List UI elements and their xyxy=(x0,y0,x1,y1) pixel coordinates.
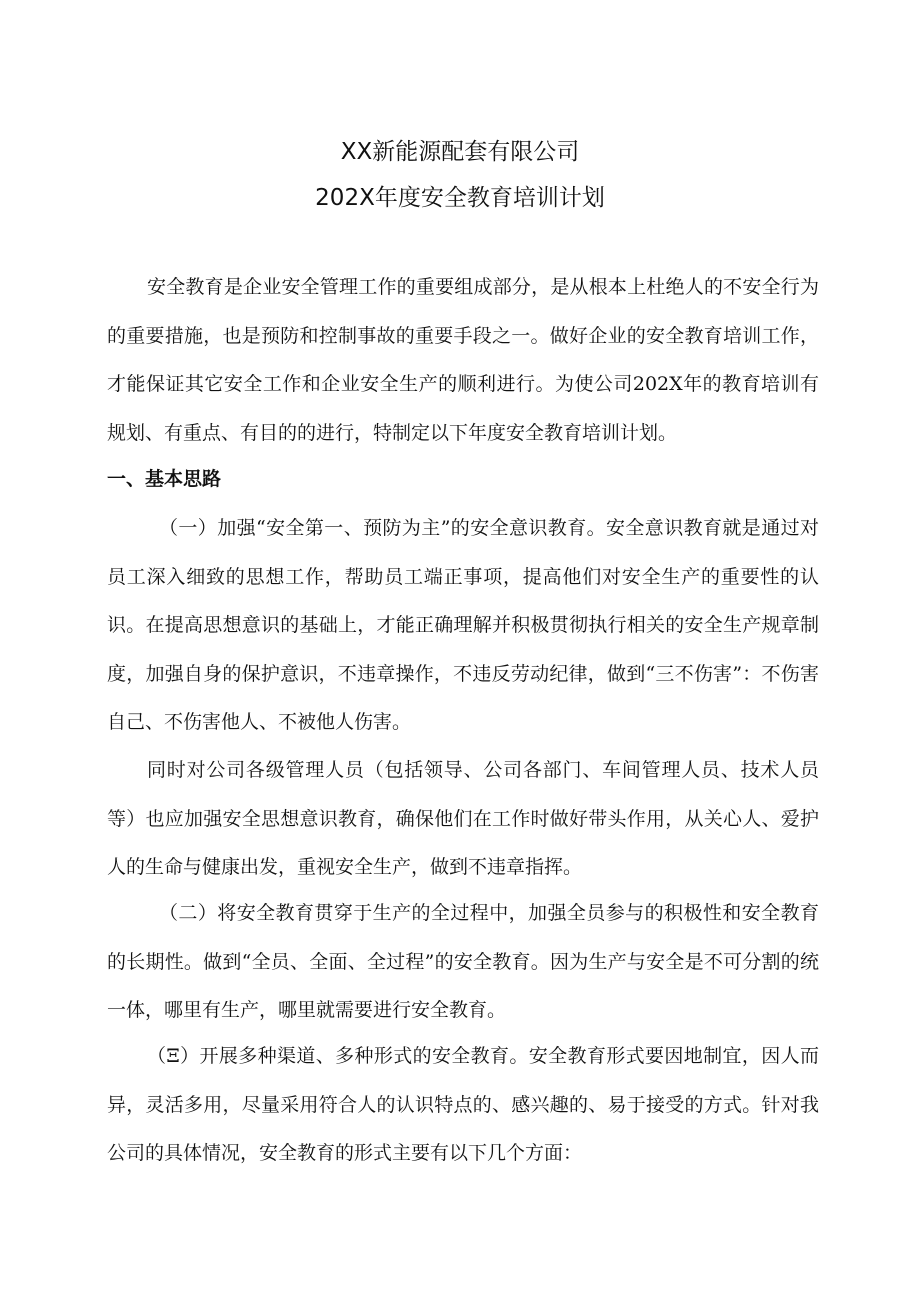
item-two-paragraph: （二）将安全教育贯穿于生产的全过程中，加强全员参与的积极性和安全教育的长期性。做到“全员、全面、全过程”的安全教育。因为生产与安全是不可分割的统一体，哪里有生产，哪里就需要进行安全教育。 xyxy=(107,902,819,1021)
intro-paragraph: 安全教育是企业安全管理工作的重要组成部分，是从根本上杜绝人的不安全行为的重要措施，也是预防和控制事故的重要手段之一。做好企业的安全教育培训工作，才能保证其它安全工作和企业安全生产的顺利进行。为使公司202X年的教育培训有规划、有重点、有目的的进行，特制定以下年度安全教育培训计划。 xyxy=(107,276,819,444)
item-three-paragraph: （Ξ）开展多种渠道、多种形式的安全教育。安全教育形式要因地制宜，因人而异，灵活多用，尽量采用符合人的认识特点的、感兴趣的、易于接受的方式。针对我公司的具体情况，安全教育的形式主要有以下几个方面： xyxy=(107,1045,819,1164)
plan-title: 202X年度安全教育培训计划 xyxy=(315,185,605,211)
item-one-paragraph: （一）加强“安全第一、预防为主”的安全意识教育。安全意识教育就是通过对员工深入细致的思想工作，帮助员工端正事项，提高他们对安全生产的重要性的认识。在提高思想意识的基础上，才能正确理解并积极贯彻执行相关的安全生产规章制度，加强自身的保护意识，不违章操作，不违反劳动纪律，做到“三不伤害”：不伤害自己、不伤害他人、不被他人伤害。 xyxy=(107,517,819,733)
company-title: XX新能源配套有限公司 xyxy=(340,139,580,165)
management-paragraph: 同时对公司各级管理人员（包括领导、公司各部门、车间管理人员、技术人员等）也应加强安全思想意识教育，确保他们在工作时做好带头作用，从关心人、爱护人的生命与健康出发，重视安全生产，做到不违章指挥。 xyxy=(107,759,819,878)
section-heading-basic-ideas: 一、基本思路 xyxy=(107,468,222,490)
